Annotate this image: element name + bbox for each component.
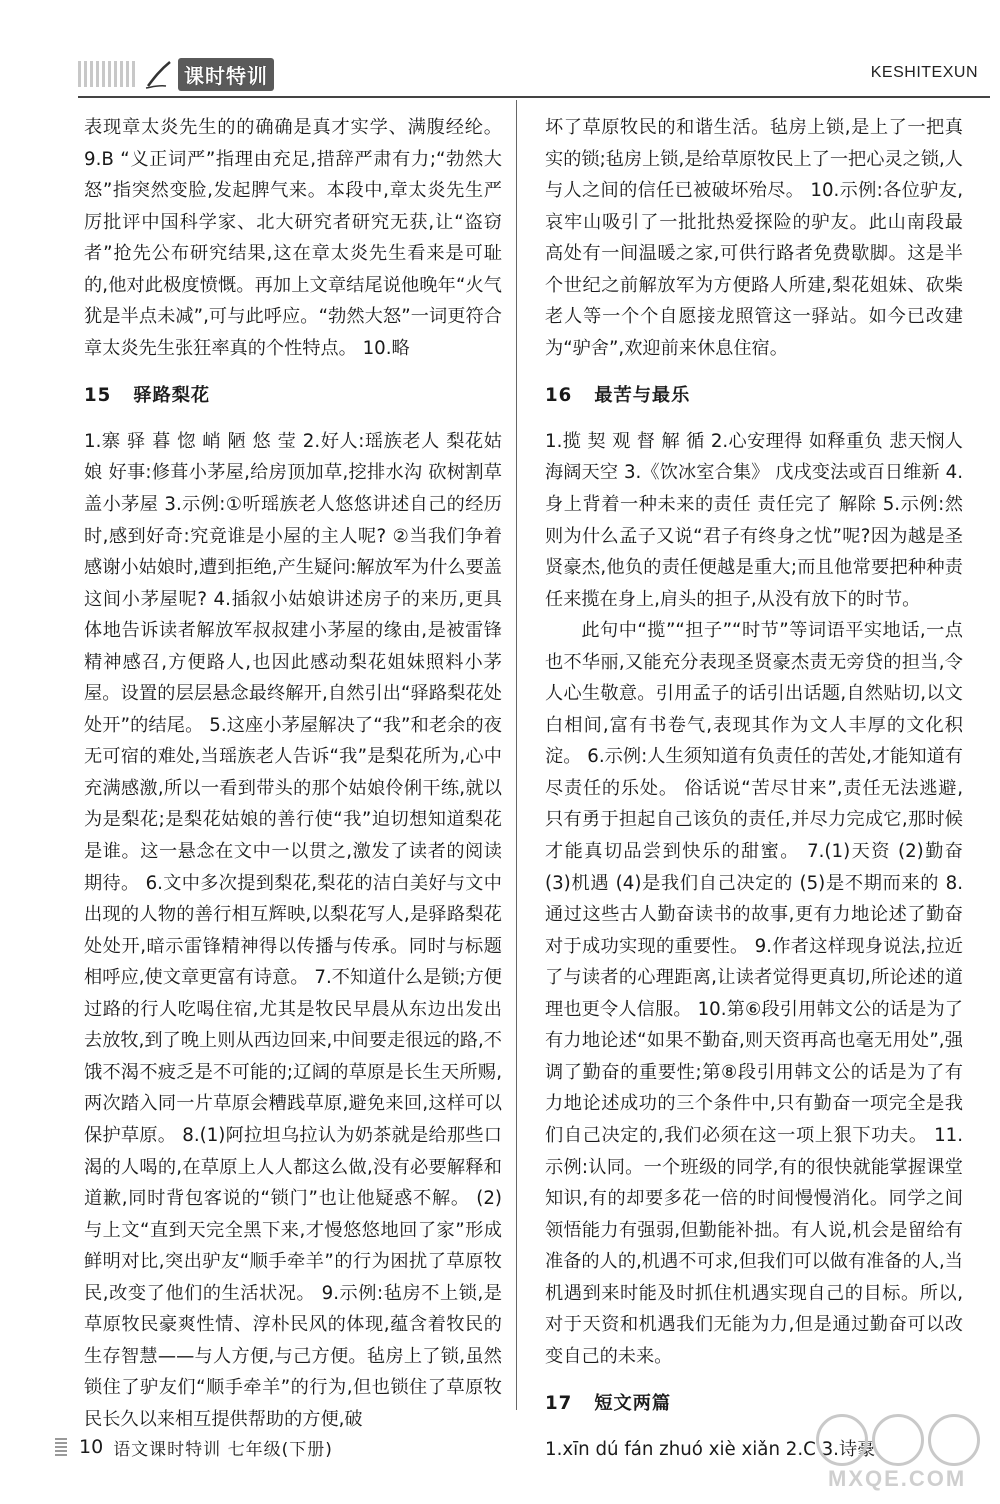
column-divider [516,100,517,1410]
footer-mark [55,1438,67,1456]
logo-text: 课时特训 [178,58,274,91]
book-title: 语文课时特训 七年级(下册) [113,1439,333,1460]
section-title: 驿路梨花 [133,385,211,407]
series-name: KESHITEXUN [870,64,978,81]
answer-paragraph: 表现章太炎先生的的确确是真才实学、满腹经纶。 9.B “义正词严”指理由充足,措辞严肃有力;“勃然大怒”指突然变脸,发起脾气来。本段中,章太炎先生严厉批评中国科学家、北大研究者研究无获,让“盗窃者”抢先公布研究结果,这在章太炎先生看来是可耻的,他对此极度愤慨。再加上文章结尾说他晚年“火气犹是半点未减”,可与此呼应。“勃然大怒”一词更符合章太炎先生张狂率真的个性特点。 10.略 [84,117,502,359]
header-rule [78,96,990,98]
page-number: 10 [79,1436,104,1458]
section-number: 16 [545,385,573,407]
watermark-circle [816,1414,868,1466]
book-logo [78,56,274,92]
watermark-circle [872,1414,924,1466]
answer-paragraph: 坏了草原牧民的和谐生活。毡房上锁,是上了一把真实的锁;毡房上锁,是给草原牧民上了一把心灵之锁,人与人之间的信任已被破坏殆尽。 10.示例:各位驴友,哀牢山吸引了一批批热爱探险的驴友。此山南段最高处有一间温暖之家,可供行路者免费歇脚。这是半个世纪之前解放军为方便路人所建,梨花姐妹、砍柴老人等一个个自愿接龙照管这一驿站。如今已改建为“驴舍”,欢迎前来休息住宿。 [545,117,963,359]
answer-paragraph: 1.揽 契 观 督 解 循 2.心安理得 如释重负 悲天悯人 海阔天空 3.《饮冰室合集》 戊戌变法或百日维新 4.身上背着一种未来的责任 责任完了 解除 5.示例:然则为什么孟子又说“君子有终身之忧”呢?因为越是圣贤豪杰,他负的责任便越是重大;而且他常要把种种责任来揽在身上,肩头的担子,从没有放下的时节。 [545,430,963,610]
answer-paragraph: 1.寨 驿 暮 惚 峭 陋 悠 莹 2.好人:瑶族老人 梨花姑娘 好事:修葺小茅屋,给房顶加草,挖排水沟 砍树割草盖小茅屋 3.示例:①听瑶族老人悠悠讲述自己的经历时,感到好奇:究竟谁是小屋的主人呢? ②当我们争着感谢小姑娘时,遭到拒绝,产生疑问:解放军为什么要盖这间小茅屋呢? 4.插叙小姑娘讲述房子的来历,更具体地告诉读者解放军叔叔建小茅屋的缘由,是被雷锋精神感召,方便路人,也因此感动梨花姐妹照料小茅屋。设置的层层悬念最终解开,自然引出“驿路梨花处处开”的结尾。 5.这座小茅屋解决了“我”和老余的夜无可宿的难处,当瑶族老人告诉“我”是梨花所为,心中充满感激,所以一看到带头的那个姑娘伶俐干练,就以为是梨花;是梨花姑娘的善行使“我”迫切想知道梨花是谁。这一悬念在文中一以贯之,激发了读者的阅读期待。 6.文中多次提到梨花,梨花的洁白美好与文中出现的人物的善行相互辉映,以梨花写人,是驿路梨花处处开,暗示雷锋精神得以传播与传承。同时与标题相呼应,使文章更富有诗意。 7.不知道什么是锁;方便过路的行人吃喝住宿,尤其是牧民早晨从东边出发出去放牧,到了晚上则从西边回来,中间要走很远的路,不饿不渴不疲乏是不可能的;辽阔的草原是长生天所赐,两次踏入同一片草原会糟践草原,避免来回,这样可以保护草原。 8.(1)阿拉坦乌拉认为奶茶就是给那些口渴的人喝的,在草原上人人都这么做,没有必要解释和道歉,同时背包客说的“锁门”也让他疑惑不解。 (2)与上文“直到天完全黑下来,才慢悠悠地回了家”形成鲜明对比,突出驴友“顺手牵羊”的行为困扰了草原牧民,改变了他们的生活状况。 9.示例:毡房不上锁,是草原牧民豪爽性情、淳朴民风的体现,蕴含着牧民的生存智慧——与人方便,与己方便。毡房上了锁,虽然锁住了驴友们“顺手牵羊”的行为,但也锁住了草原牧民长久以来相互提供帮助的方便,破 [84,430,502,1430]
section-title: 最苦与最乐 [594,385,691,407]
section-heading [84,380,502,412]
answer-paragraph: 1.xīn dú fán zhuó xiè xiǎn 2.C 3.诗豪 [545,1438,876,1460]
page-footer [55,1432,455,1462]
logo-stripes [78,61,138,87]
page-header [78,52,990,98]
section-number: 17 [545,1393,573,1415]
watermark-url: MXQE.COM [828,1466,967,1491]
answer-paragraph: 此句中“揽”“担子”“时节”等词语平实地话,一点也不华丽,又能充分表现圣贤豪杰责无旁贷的担当,令人心生敬意。引用孟子的话引出话题,自然贴切,以文白相间,富有书卷气,表现其作为文人丰厚的文化积淀。 6.示例:人生须知道有负责任的苦处,才能知道有尽责任的乐处。 俗话说“苦尽甘来”,责任无法逃避,只有勇于担起自己该负的责任,并尽力完成它,那时候才能真切品尝到快乐的甜蜜。 7.(1)天资 (2)勤奋 (3)机遇 (4)是我们自己决定的 (5)是不期而来的 8.通过这些古人勤奋读书的故事,更有力地论述了勤奋对于成功实现的重要性。 9.作者这样现身说法,拉近了与读者的心理距离,让读者觉得更真切,所论述的道理也更令人信服。 10.第⑥段引用韩文公的话是为了有力地论述“如果不勤奋,则天资再高也毫无用处”,强调了勤奋的重要性;第⑧段引用韩文公的话是为了有力地论述成功的三个条件中,只有勤奋一项完全是我们自己决定的,我们必须在这一项上狠下功夫。 11.示例:认同。一个班级的同学,有的很快就能掌握课堂知识,有的却要多花一倍的时间慢慢消化。同学之间领悟能力有强弱,但勤能补拙。有人说,机会是留给有准备的人的,机遇不可求,但我们可以做有准备的人,当机遇到来时能及时抓住机遇实现自己的目标。所以,对于天资和机遇我们无能为力,但是通过勤奋可以改变自己的未来。 [545,620,963,1367]
pen-icon [144,58,174,90]
section-title: 短文两篇 [594,1393,672,1415]
left-column [84,112,502,1435]
section-number: 15 [84,385,112,407]
watermark [810,1408,990,1494]
right-column [545,112,963,1465]
section-heading [545,380,963,412]
watermark-circle [928,1414,980,1466]
